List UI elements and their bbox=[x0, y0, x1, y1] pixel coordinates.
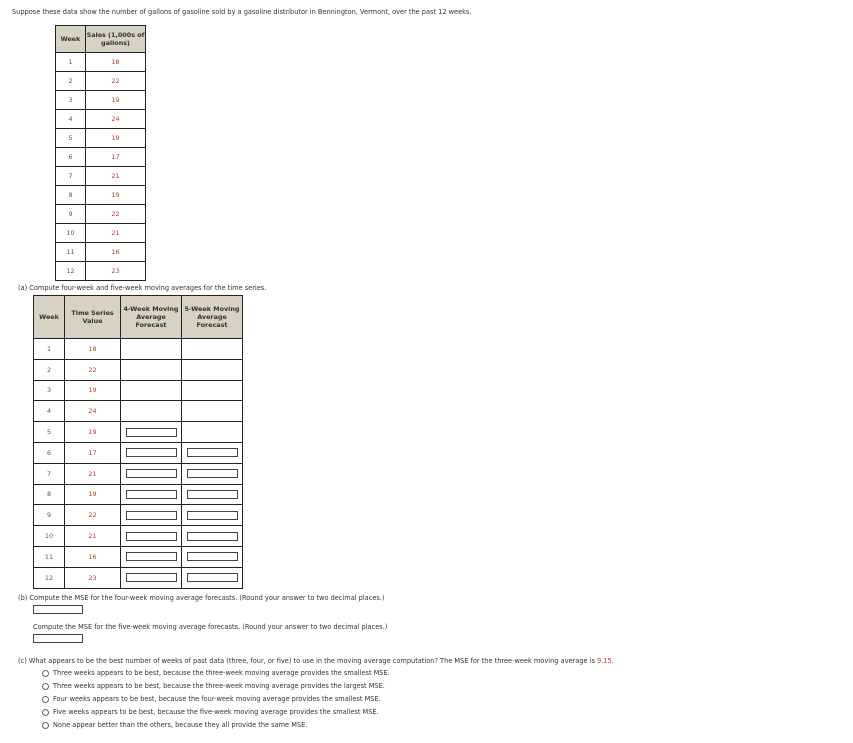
header-4-week-forecast: 4-Week Moving Average Forecast bbox=[121, 296, 182, 339]
table-row bbox=[56, 72, 146, 91]
sales-cell: 18 bbox=[86, 53, 146, 72]
table-row bbox=[56, 167, 146, 186]
four-week-forecast-cell bbox=[121, 567, 182, 588]
four-week-forecast-input[interactable] bbox=[126, 469, 177, 478]
header-time-series-value: Time Series Value bbox=[65, 296, 121, 339]
week-cell: 9 bbox=[56, 205, 86, 224]
table-row bbox=[34, 359, 243, 380]
sales-cell: 23 bbox=[86, 262, 146, 281]
time-series-cell: 18 bbox=[65, 339, 121, 360]
header-week: Week bbox=[56, 26, 86, 53]
table-row bbox=[34, 442, 243, 463]
five-week-forecast-cell bbox=[182, 401, 243, 422]
time-series-cell: 23 bbox=[65, 567, 121, 588]
four-week-forecast-input[interactable] bbox=[126, 573, 177, 582]
answer-option-label: Four weeks appears to be best, because the four-week moving average provides the smallest MSE. bbox=[53, 695, 381, 703]
five-week-forecast-input[interactable] bbox=[187, 532, 238, 541]
table-row bbox=[34, 339, 243, 360]
intro-text: Suppose these data show the number of gallons of gasoline sold by a gasoline distributor in Bennington, Vermont, over the past 12 weeks. bbox=[12, 8, 472, 16]
table-row bbox=[56, 148, 146, 167]
four-week-forecast-input[interactable] bbox=[126, 448, 177, 457]
answer-option[interactable] bbox=[42, 708, 379, 716]
five-week-forecast-cell bbox=[182, 505, 243, 526]
table-row bbox=[34, 422, 243, 443]
time-series-cell: 19 bbox=[65, 380, 121, 401]
sales-cell: 21 bbox=[86, 167, 146, 186]
answer-option[interactable] bbox=[42, 669, 390, 677]
table-row bbox=[34, 463, 243, 484]
four-week-forecast-cell bbox=[121, 484, 182, 505]
question-b-five-week: Compute the MSE for the five-week moving average forecasts. (Round your answer to two decimal places.) bbox=[33, 623, 388, 631]
week-cell: 11 bbox=[56, 243, 86, 262]
week-cell: 7 bbox=[56, 167, 86, 186]
time-series-cell: 21 bbox=[65, 463, 121, 484]
header-5-week-forecast: 5-Week Moving Average Forecast bbox=[182, 296, 243, 339]
question-c bbox=[18, 657, 614, 665]
five-week-forecast-cell bbox=[182, 526, 243, 547]
four-week-forecast-cell bbox=[121, 546, 182, 567]
sales-cell: 19 bbox=[86, 91, 146, 110]
week-cell: 2 bbox=[56, 72, 86, 91]
mse-four-week-input[interactable] bbox=[33, 605, 83, 614]
five-week-forecast-cell bbox=[182, 484, 243, 505]
table-row bbox=[34, 401, 243, 422]
week-cell: 3 bbox=[56, 91, 86, 110]
week-cell: 11 bbox=[34, 546, 65, 567]
week-cell: 10 bbox=[34, 526, 65, 547]
five-week-forecast-input[interactable] bbox=[187, 469, 238, 478]
time-series-cell: 21 bbox=[65, 526, 121, 547]
header-sales: Sales (1,000s of gallons) bbox=[86, 26, 146, 53]
table-row bbox=[34, 484, 243, 505]
header-week: Week bbox=[34, 296, 65, 339]
week-cell: 12 bbox=[56, 262, 86, 281]
week-cell: 4 bbox=[56, 110, 86, 129]
four-week-forecast-cell bbox=[121, 442, 182, 463]
five-week-forecast-cell bbox=[182, 463, 243, 484]
week-cell: 1 bbox=[56, 53, 86, 72]
week-cell: 4 bbox=[34, 401, 65, 422]
four-week-forecast-cell bbox=[121, 463, 182, 484]
answer-option-label: Three weeks appears to be best, because the three-week moving average provides the largest MSE. bbox=[53, 682, 385, 690]
table-row bbox=[56, 243, 146, 262]
table-row bbox=[56, 186, 146, 205]
answer-option[interactable] bbox=[42, 721, 307, 729]
week-cell: 5 bbox=[34, 422, 65, 443]
sales-cell: 22 bbox=[86, 72, 146, 91]
five-week-forecast-cell bbox=[182, 567, 243, 588]
five-week-forecast-input[interactable] bbox=[187, 573, 238, 582]
time-series-cell: 24 bbox=[65, 401, 121, 422]
week-cell: 6 bbox=[56, 148, 86, 167]
four-week-forecast-cell bbox=[121, 422, 182, 443]
time-series-cell: 22 bbox=[65, 505, 121, 526]
five-week-forecast-cell bbox=[182, 422, 243, 443]
table-row bbox=[56, 224, 146, 243]
week-cell: 9 bbox=[34, 505, 65, 526]
time-series-cell: 17 bbox=[65, 442, 121, 463]
radio-button[interactable] bbox=[42, 683, 49, 690]
sales-cell: 21 bbox=[86, 224, 146, 243]
table-row bbox=[34, 546, 243, 567]
week-cell: 8 bbox=[56, 186, 86, 205]
table-row bbox=[34, 505, 243, 526]
sales-cell: 16 bbox=[86, 243, 146, 262]
five-week-forecast-input[interactable] bbox=[187, 552, 238, 561]
four-week-forecast-cell bbox=[121, 339, 182, 360]
week-cell: 3 bbox=[34, 380, 65, 401]
four-week-forecast-cell bbox=[121, 359, 182, 380]
four-week-forecast-cell bbox=[121, 401, 182, 422]
table-row bbox=[56, 91, 146, 110]
table-row bbox=[56, 129, 146, 148]
sales-cell: 22 bbox=[86, 205, 146, 224]
five-week-forecast-cell bbox=[182, 442, 243, 463]
question-c-text: (c) What appears to be the best number of weeks of past data (three, four, or five) to use in the moving average computation? The MSE for the three-week moving average is bbox=[18, 657, 597, 665]
sales-cell: 19 bbox=[86, 186, 146, 205]
four-week-forecast-input[interactable] bbox=[126, 490, 177, 499]
table-row bbox=[34, 526, 243, 547]
sales-data-table bbox=[55, 25, 146, 281]
question-b-four-week: (b) Compute the MSE for the four-week moving average forecasts. (Round your answer to two decimal places.) bbox=[18, 594, 385, 602]
week-cell: 10 bbox=[56, 224, 86, 243]
question-a: (a) Compute four-week and five-week moving averages for the time series. bbox=[18, 284, 267, 292]
week-cell: 6 bbox=[34, 442, 65, 463]
five-week-forecast-cell bbox=[182, 380, 243, 401]
three-week-mse-value: 9.15 bbox=[597, 657, 612, 665]
sales-cell: 24 bbox=[86, 110, 146, 129]
five-week-forecast-input[interactable] bbox=[187, 490, 238, 499]
four-week-forecast-input[interactable] bbox=[126, 511, 177, 520]
radio-button[interactable] bbox=[42, 709, 49, 716]
answer-option-label: Five weeks appears to be best, because the five-week moving average provides the smallest MSE. bbox=[53, 708, 379, 716]
table-row bbox=[34, 567, 243, 588]
time-series-cell: 22 bbox=[65, 359, 121, 380]
sales-cell: 17 bbox=[86, 148, 146, 167]
moving-average-table bbox=[33, 295, 243, 589]
four-week-forecast-input[interactable] bbox=[126, 552, 177, 561]
week-cell: 2 bbox=[34, 359, 65, 380]
five-week-forecast-cell bbox=[182, 359, 243, 380]
time-series-cell: 19 bbox=[65, 422, 121, 443]
week-cell: 5 bbox=[56, 129, 86, 148]
sales-cell: 19 bbox=[86, 129, 146, 148]
radio-button[interactable] bbox=[42, 670, 49, 677]
time-series-cell: 16 bbox=[65, 546, 121, 567]
four-week-forecast-cell bbox=[121, 380, 182, 401]
week-cell: 12 bbox=[34, 567, 65, 588]
five-week-forecast-cell bbox=[182, 339, 243, 360]
five-week-forecast-cell bbox=[182, 546, 243, 567]
table-row bbox=[56, 53, 146, 72]
five-week-forecast-input[interactable] bbox=[187, 511, 238, 520]
four-week-forecast-input[interactable] bbox=[126, 428, 177, 437]
radio-button[interactable] bbox=[42, 696, 49, 703]
week-cell: 1 bbox=[34, 339, 65, 360]
table-row bbox=[56, 205, 146, 224]
table-row bbox=[34, 380, 243, 401]
answer-option[interactable] bbox=[42, 695, 381, 703]
answer-option-label: Three weeks appears to be best, because the three-week moving average provides the smallest MSE. bbox=[53, 669, 390, 677]
answer-option[interactable] bbox=[42, 682, 385, 690]
week-cell: 7 bbox=[34, 463, 65, 484]
mse-five-week-input[interactable] bbox=[33, 634, 83, 643]
five-week-forecast-input[interactable] bbox=[187, 448, 238, 457]
time-series-cell: 19 bbox=[65, 484, 121, 505]
four-week-forecast-input[interactable] bbox=[126, 532, 177, 541]
radio-button[interactable] bbox=[42, 722, 49, 729]
four-week-forecast-cell bbox=[121, 526, 182, 547]
question-c-end: . bbox=[611, 657, 614, 665]
four-week-forecast-cell bbox=[121, 505, 182, 526]
table-row bbox=[56, 262, 146, 281]
table-row bbox=[56, 110, 146, 129]
week-cell: 8 bbox=[34, 484, 65, 505]
answer-option-label: None appear better than the others, because they all provide the same MSE. bbox=[53, 721, 308, 729]
